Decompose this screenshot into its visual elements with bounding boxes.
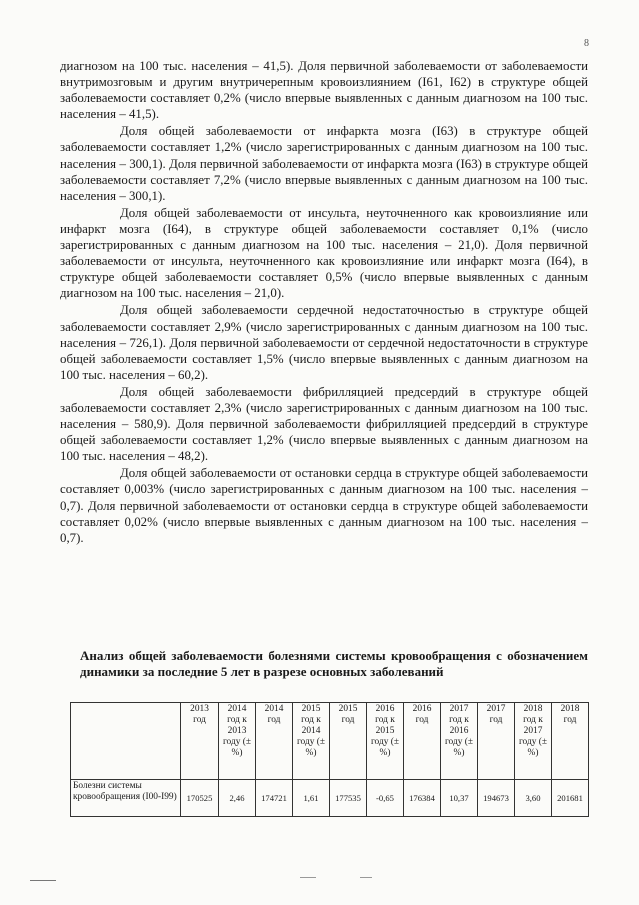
table-header-cell: 2014 год к 2013 году (±%) [219,703,256,780]
table-cell: 2,46 [219,780,256,817]
table-cell: 174721 [256,780,293,817]
table-cell: -0,65 [367,780,404,817]
paragraph: Доля общей заболеваемости от инфаркта мозга (I63) в структуре общей заболеваемости составляет 1,2% (число зарегистрированных с данным диагнозом на 100 тыс. населения – 300,1). Доля первичной заболеваемости от инфаркта мозга (I63) в структуре общей заболеваемости составляет 7,2% (число впервые выявленных с данным диагнозом на 100 тыс. населения – 300,1). [60,124,588,203]
section-heading: Анализ общей заболеваемости болезнями системы кровообращения с обозначением динамики за последние 5 лет в разрезе основных заболеваний [80,648,588,679]
table-cell: 177535 [330,780,367,817]
document-body [60,58,588,547]
page-number: 8 [584,38,589,49]
scan-mark [360,877,372,878]
table-cell: 10,37 [441,780,478,817]
scan-mark [300,877,316,878]
table-cell: 3,60 [515,780,552,817]
table-header-cell: 2017 год к 2016 году (±%) [441,703,478,780]
table-cell: 176384 [404,780,441,817]
table-header-cell: 2018 год [552,703,589,780]
table-header-cell: 2013 год [181,703,219,780]
table-cell: 194673 [478,780,515,817]
table-cell: 170525 [181,780,219,817]
table-header-cell: 2016 год [404,703,441,780]
table-header-cell: 2015 год к 2014 году (±%) [293,703,330,780]
table-header-cell: 2018 год к 2017 году (±%) [515,703,552,780]
paragraph: диагнозом на 100 тыс. населения – 41,5). Доля первичной заболеваемости от заболеваемости внутримозговым и другим внутричерепным кровоизлиянием (I61, I62) в структуре общей заболеваемости составляет 0,2% (число впервые выявленных с данным диагнозом на 100 тыс. населения – 41,5). [60,59,588,122]
table-header-cell: 2017 год [478,703,515,780]
table-header-cell: 2014 год [256,703,293,780]
morbidity-table [70,702,589,817]
table-header-row [71,703,589,780]
table-row-label: Болезни системы кровообращения (I00-I99) [71,780,181,817]
table-cell: 201681 [552,780,589,817]
table-row [71,780,589,817]
paragraph: Доля общей заболеваемости сердечной недостаточностью в структуре общей заболеваемости составляет 2,9% (число зарегистрированных с данным диагнозом на 100 тыс. населения – 726,1). Доля первичной заболеваемости от сердечной недостаточности в структуре общей заболеваемости составляет 1,5% (число впервые выявленных с данным диагнозом на 100 тыс. населения – 60,2). [60,303,588,382]
table-header-cell: 2016 год к 2015 году (±%) [367,703,404,780]
paragraph: Доля общей заболеваемости от инсульта, неуточненного как кровоизлияние или инфаркт мозга (I64), в структуре общей заболеваемости составляет 0,1% (число зарегистрированных с данным диагнозом на 100 тыс. населения – 21,0). Доля первичной заболеваемости от инсульта, неуточненного как кровоизлияние или инфаркт мозга (I64), в структуре общей заболеваемости составляет 0,5% (число впервые выявленных с данным диагнозом на 100 тыс. населения – 21,0). [60,205,588,301]
scan-mark [30,880,56,881]
table-header-cell: 2015 год [330,703,367,780]
table-header-cell [71,703,181,780]
table-cell: 1,61 [293,780,330,817]
paragraph: Доля общей заболеваемости фибрилляцией предсердий в структуре общей заболеваемости составляет 2,3% (число зарегистрированных с данным диагнозом на 100 тыс. населения – 580,9). Доля первичной заболеваемости фибрилляцией предсердий в структуре общей заболеваемости составляет 1,2% (число впервые выявленных с данным диагнозом на 100 тыс. населения – 48,2). [60,384,588,464]
paragraph: Доля общей заболеваемости от остановки сердца в структуре общей заболеваемости составляет 0,003% (число зарегистрированных с данным диагнозом на 100 тыс. населения – 0,7). Доля первичной заболеваемости от остановки сердца в структуре общей заболеваемости составляет 0,02% (число впервые выявленных с данным диагнозом на 100 тыс. населения – 0,7). [60,466,588,545]
